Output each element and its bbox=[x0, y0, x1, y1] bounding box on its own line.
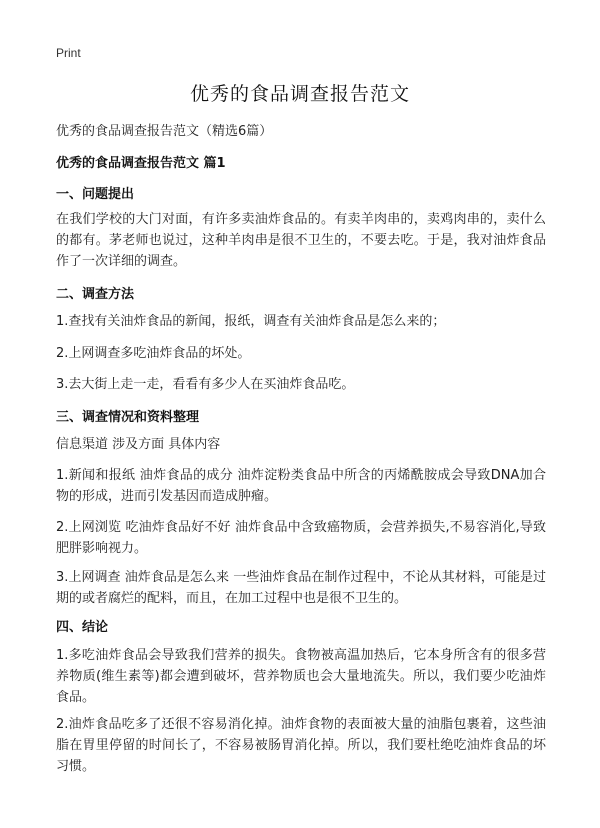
paragraph: 2.油炸食品吃多了还很不容易消化掉。油炸食物的表面被大量的油脂包裹着，这些油脂在胃里停留的时间长了，不容易被肠胃消化掉。所以，我们要杜绝吃油炸食品的坏习惯。 bbox=[56, 717, 546, 774]
paragraph: 1.多吃油炸食品会导致我们营养的损失。食物被高温加热后，它本身所含有的很多营养物质(维生素等)都会遭到破坏，营养物质也会大量地流失。所以，我们要少吃油炸食品。 bbox=[56, 648, 546, 705]
paragraph: 2.上网调查多吃油炸食品的坏处。 bbox=[56, 346, 251, 361]
document-subtitle: 优秀的食品调查报告范文（精选6篇） bbox=[56, 124, 273, 139]
paragraph: 信息渠道 涉及方面 具体内容 bbox=[56, 437, 221, 452]
paragraph: 在我们学校的大门对面，有许多卖油炸食品的。有卖羊肉串的，卖鸡肉串的，卖什么的都有。茅老师也说过，这种羊肉串是很不卫生的，不要去吃。于是，我对油炸食品作了一次详细的调查。 bbox=[56, 212, 546, 269]
paragraph: 1.新闻和报纸 油炸食品的成分 油炸淀粉类食品中所含的丙烯酰胺成会导致DNA加合物的形成，进而引发基因而造成肿瘤。 bbox=[56, 468, 546, 504]
document-title: 优秀的食品调查报告范文 bbox=[189, 83, 410, 105]
paragraph: 2.上网浏览 吃油炸食品好不好 油炸食品中含致癌物质，会营养损失,不易容消化,导致肥胖影响视力。 bbox=[56, 520, 546, 556]
section-heading-conclusion: 四、结论 bbox=[56, 620, 109, 635]
paragraph: 3.上网调查 油炸食品是怎么来 一些油炸食品在制作过程中，不论从其材料，可能是过期的或者腐烂的配料，而且，在加工过程中也是很不卫生的。 bbox=[56, 570, 546, 606]
section-heading-findings: 三、调查情况和资料整理 bbox=[56, 410, 200, 425]
print-link[interactable]: Print bbox=[56, 46, 81, 60]
article-heading: 优秀的食品调查报告范文 篇1 bbox=[56, 156, 226, 171]
section-heading-problem: 一、问题提出 bbox=[56, 187, 135, 202]
paragraph: 1.查找有关油炸食品的新闻，报纸，调查有关油炸食品是怎么来的； bbox=[56, 314, 446, 329]
paragraph: 3.去大街上走一走，看看有多少人在买油炸食品吃。 bbox=[56, 377, 355, 392]
section-heading-method: 二、调查方法 bbox=[56, 287, 135, 302]
